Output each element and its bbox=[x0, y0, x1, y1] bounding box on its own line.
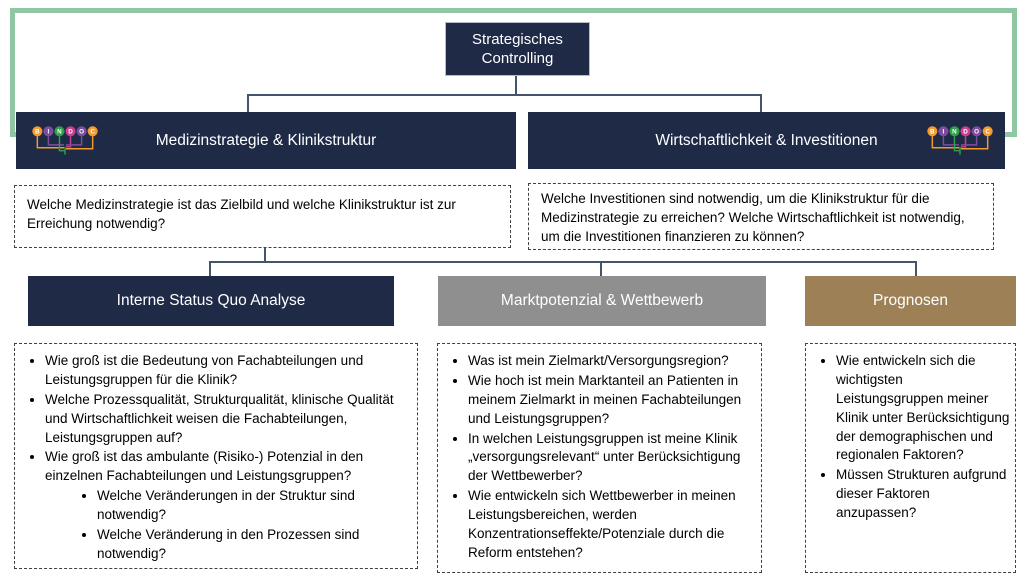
svg-text:O: O bbox=[974, 128, 980, 136]
connector-root-vertical bbox=[515, 74, 517, 95]
question-box-medizinstrategie bbox=[14, 185, 511, 248]
connector-section1-vertical bbox=[209, 262, 211, 276]
feedback-loop-top bbox=[10, 8, 1017, 13]
bullet-item: • Wie groß ist die Bedeutung von Fachabteilungen und Leistungsgruppen für die Klinik? bbox=[45, 352, 411, 390]
branch-node-label: Wirtschaftlichkeit & Investitionen bbox=[655, 131, 878, 149]
section-header-label: Interne Status Quo Analyse bbox=[116, 292, 306, 309]
connector-section3-vertical bbox=[915, 262, 917, 276]
section-header-interne-status-quo-analyse bbox=[28, 276, 394, 326]
branch-node-wirtschaftlichkeit bbox=[528, 112, 1005, 169]
root-node-strategisches-controlling bbox=[445, 22, 590, 76]
bullet-item: • Wie entwickeln sich Wettbewerber in meinen Leistungsbereichen, werden Konzentrationseffekte/Potenziale durch die Reform entstehen? bbox=[468, 487, 757, 563]
svg-text:B: B bbox=[35, 128, 40, 136]
root-node-label: Strategisches Controlling bbox=[472, 30, 563, 67]
svg-text:C: C bbox=[90, 128, 95, 136]
bullet-item: • Wie groß ist das ambulante (Risiko-) Potenzial in den einzelnen Fachabteilungen und Leistungsgruppen? • Welche Veränderungen in der Struktur sind notwendig? • Welche Veränderung in den Prozessen sind notwendig? bbox=[45, 448, 411, 563]
bullet-item: • Was ist mein Zielmarkt/Versorgungsregion? bbox=[468, 352, 757, 371]
svg-text:B: B bbox=[930, 128, 935, 136]
section-header-label: Marktpotenzial & Wettbewerb bbox=[500, 292, 704, 309]
bullet-item: • Wie entwickeln sich die wichtigsten Leistungsgruppen meiner Klinik unter Berücksichtigung der demographischen und regionalen Faktoren? bbox=[836, 352, 1011, 465]
connector-branch-left-vertical bbox=[247, 95, 249, 112]
bullet-box-marktpotenzial-wettbewerb bbox=[437, 343, 762, 573]
svg-text:O: O bbox=[79, 128, 85, 136]
bullet-list bbox=[15, 352, 411, 564]
bullet-item: • In welchen Leistungsgruppen ist meine Klinik „versorgungsrelevant“ unter Berücksichtigung der Wettbewerber? bbox=[468, 430, 757, 487]
connector-branch-horizontal bbox=[247, 94, 762, 96]
question-text: Welche Medizinstrategie ist das Zielbild und welche Klinikstruktur ist zur Erreichung notwendig? bbox=[27, 197, 456, 231]
section-header-label: Prognosen bbox=[873, 292, 948, 309]
svg-text:D: D bbox=[963, 128, 968, 136]
bullet-item: • Wie hoch ist mein Marktanteil an Patienten in meinem Zielmarkt in meinen Fachabteilungen und Leistungsgruppen? bbox=[468, 372, 757, 429]
sub-bullet-item: • Welche Veränderung in den Prozessen sind notwendig? bbox=[97, 526, 411, 564]
bullet-list bbox=[806, 352, 1011, 523]
feedback-loop-right-stub bbox=[1004, 132, 1017, 137]
section-header-marktpotenzial-wettbewerb bbox=[438, 276, 766, 326]
bullet-box-interne-status-quo-analyse bbox=[14, 343, 418, 569]
bullet-list bbox=[438, 352, 757, 563]
branch-node-label: Medizinstrategie & Klinikstruktur bbox=[155, 131, 377, 149]
feedback-loop-right bbox=[1012, 8, 1017, 135]
svg-text:N: N bbox=[57, 128, 62, 136]
svg-text:I: I bbox=[47, 128, 50, 136]
connector-question-stub bbox=[264, 248, 266, 262]
bindoc-logo bbox=[927, 125, 993, 156]
bullet-box-prognosen bbox=[805, 343, 1016, 573]
question-box-wirtschaftlichkeit bbox=[528, 183, 994, 250]
bullet-item: • Welche Prozessqualität, Strukturqualität, klinische Qualität und Wirtschaftlichkeit weisen die Fachabteilungen, Leistungsgruppen auf? bbox=[45, 391, 411, 448]
svg-text:I: I bbox=[942, 128, 945, 136]
svg-text:N: N bbox=[952, 128, 957, 136]
bindoc-logo bbox=[32, 125, 98, 156]
connector-branch-right-vertical bbox=[760, 95, 762, 112]
svg-text:D: D bbox=[68, 128, 73, 136]
sub-bullet-item: • Welche Veränderungen in der Struktur sind notwendig? bbox=[97, 487, 411, 525]
connector-sections-horizontal bbox=[209, 261, 917, 263]
svg-text:C: C bbox=[985, 128, 990, 136]
branch-node-medizinstrategie bbox=[16, 112, 516, 169]
connector-section2-vertical bbox=[600, 262, 602, 276]
section-header-prognosen bbox=[805, 276, 1016, 326]
question-text: Welche Investitionen sind notwendig, um die Klinikstruktur für die Medizinstrategie zu erreichen? Welche Wirtschaftlichkeit ist notwendig, um die Investitionen finanzieren zu können? bbox=[541, 191, 965, 244]
feedback-loop-left bbox=[10, 8, 15, 135]
sub-bullet-list bbox=[45, 487, 411, 564]
bullet-item: • Müssen Strukturen aufgrund dieser Faktoren anzupassen? bbox=[836, 466, 1011, 523]
